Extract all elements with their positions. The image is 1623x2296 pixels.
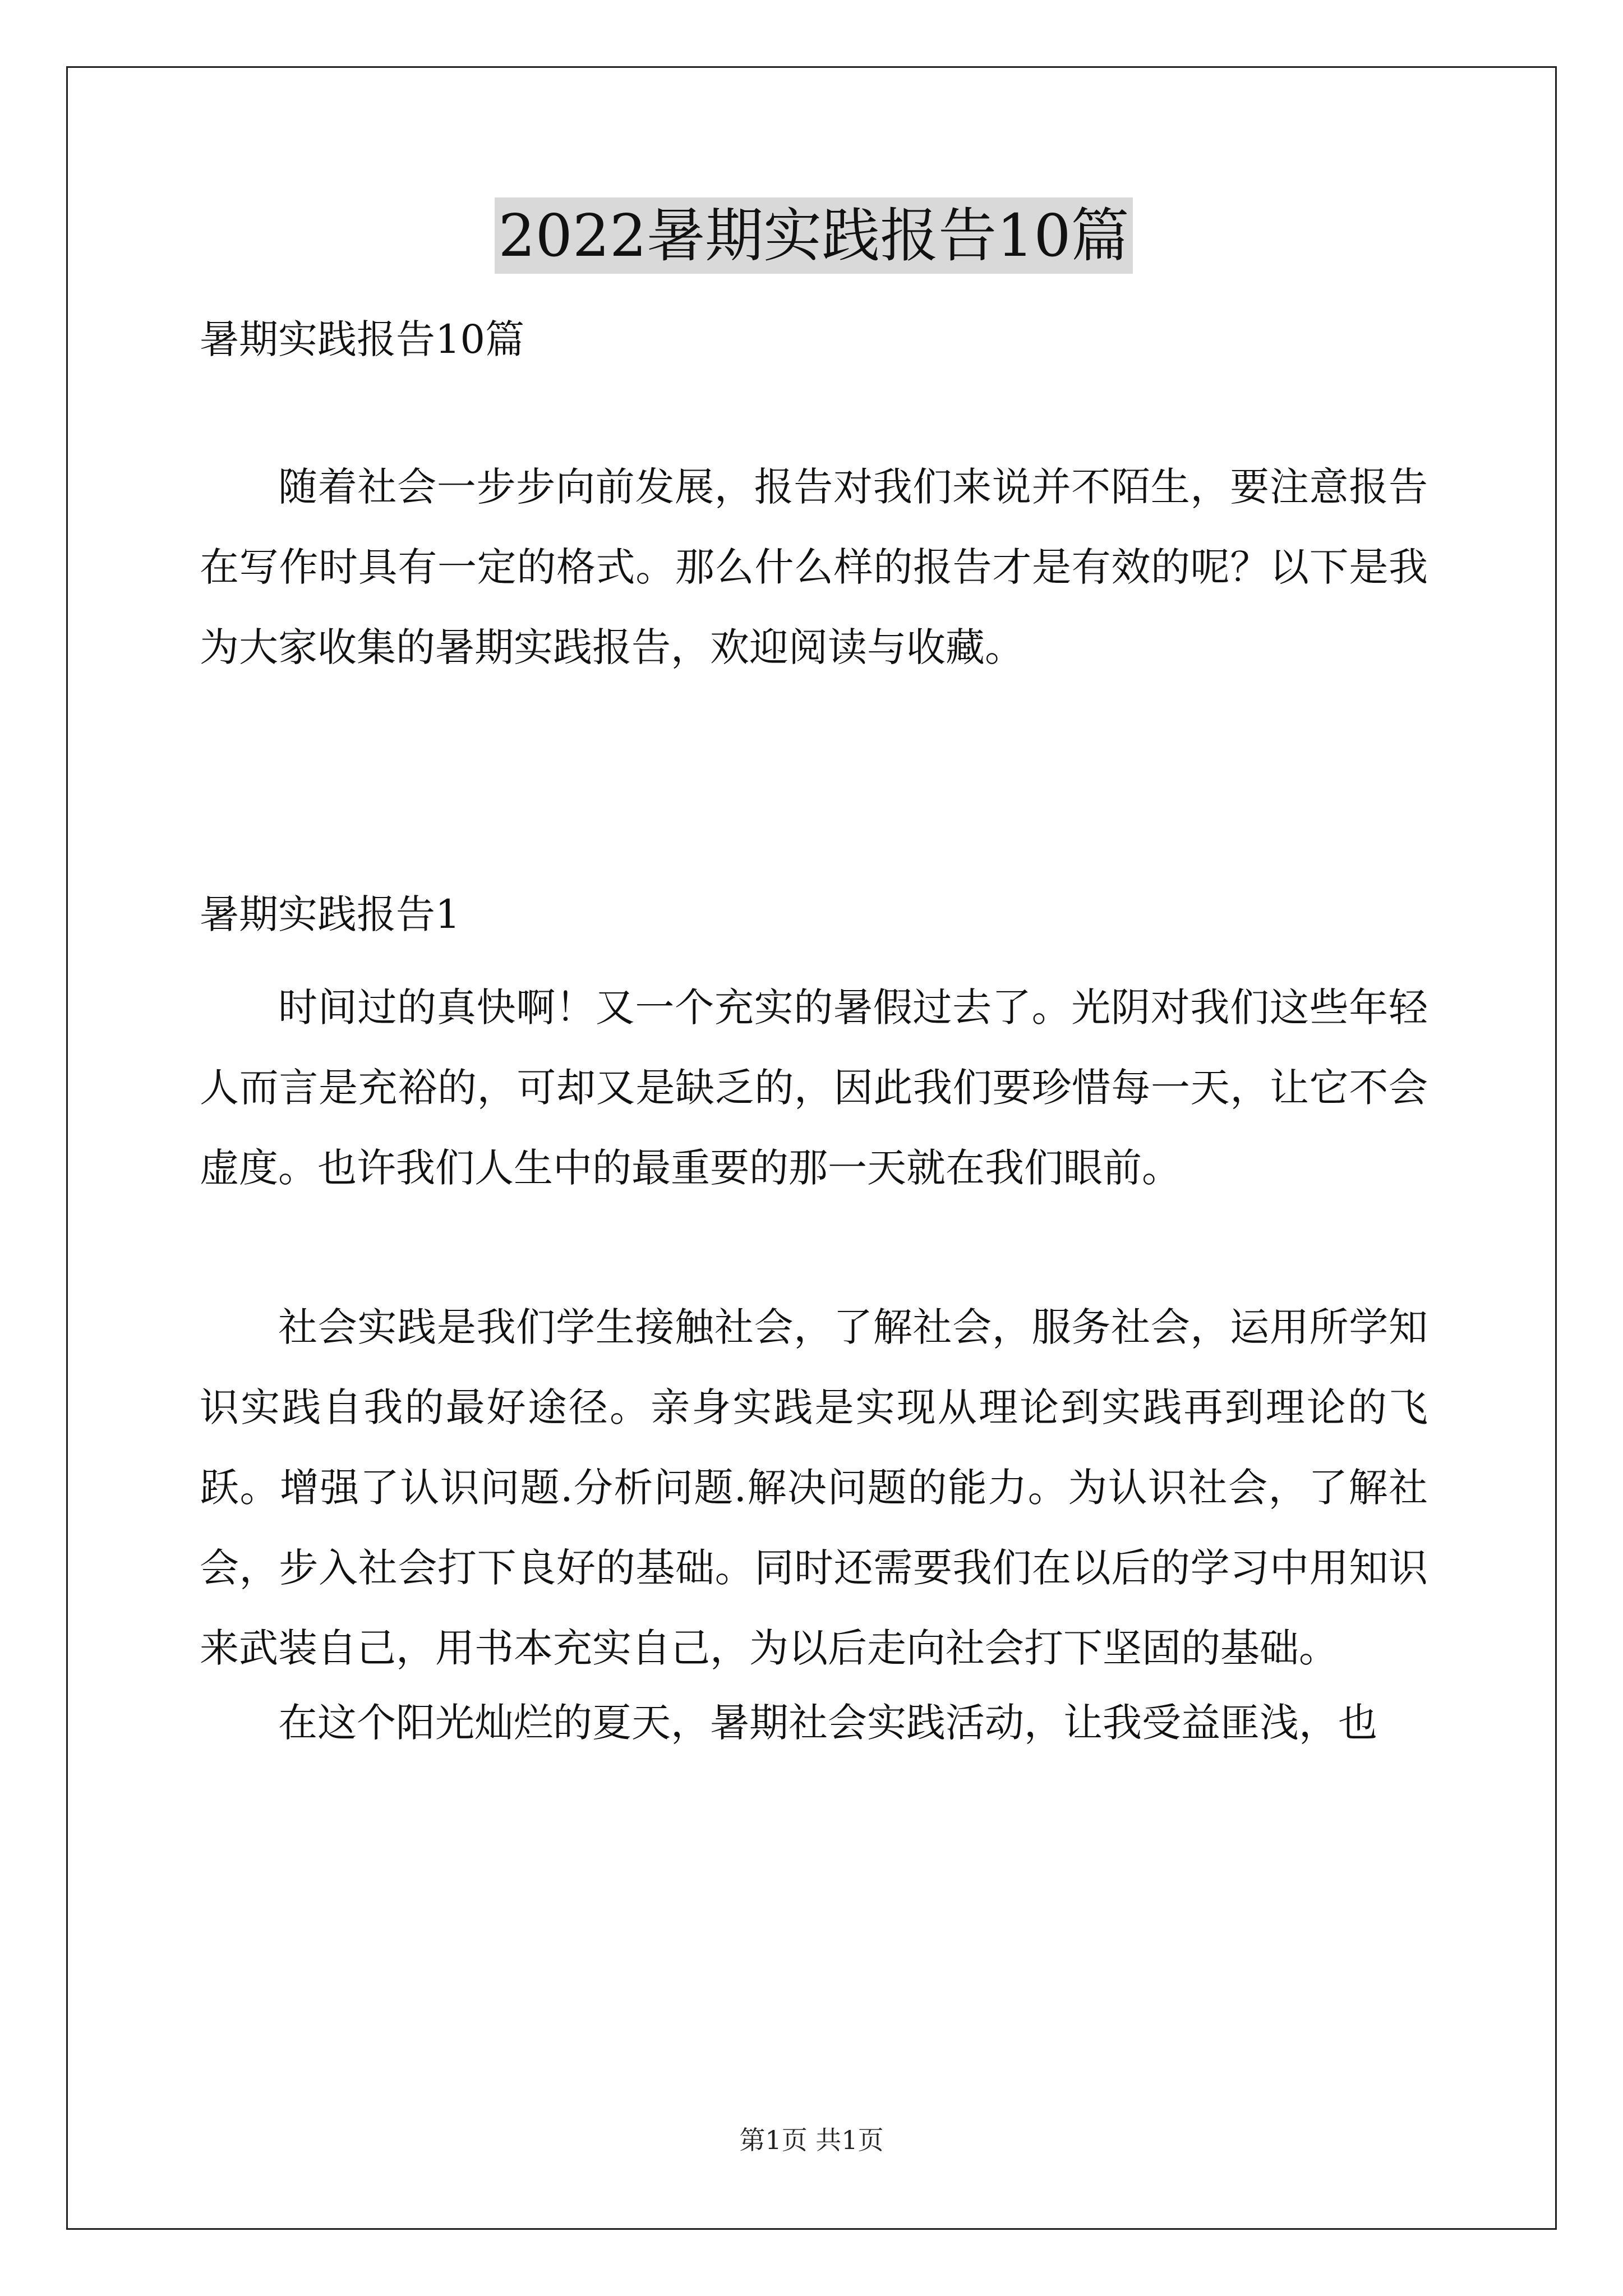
document-title: 2022暑期实践报告10篇 [495, 197, 1132, 274]
intro-paragraph: 随着社会一步步向前发展，报告对我们来说并不陌生，要注意报告在写作时具有一定的格式。那么什么样的报告才是有效的呢？以下是我为大家收集的暑期实践报告，欢迎阅读与收藏。 [200, 464, 1428, 670]
body-paragraph: 在这个阳光灿烂的夏天，暑期社会实践活动，让我受益匪浅，也 [278, 1700, 1377, 1746]
section-heading: 暑期实践报告1 [200, 891, 460, 937]
page-footer: 第1页 共1页 [739, 2125, 884, 2155]
title-container [200, 197, 1428, 274]
body-paragraph: 社会实践是我们学生接触社会，了解社会，服务社会，运用所学知识实践自我的最好途径。亲身实践是实现从理论到实践再到理论的飞跃。增强了认识问题.分析问题.解决问题的能力。为认识社会，了解社会，步入社会打下良好的基础。同时还需要我们在以后的学习中用知识来武装自己，用书本充实自己，为以后走向社会打下坚固的基础。 [200, 1304, 1428, 1671]
document-subtitle: 暑期实践报告10篇 [200, 316, 525, 362]
body-paragraph: 时间过的真快啊！又一个充实的暑假过去了。光阴对我们这些年轻人而言是充裕的，可却又是缺乏的，因此我们要珍惜每一天，让它不会虚度。也许我们人生中的最重要的那一天就在我们眼前。 [200, 984, 1428, 1191]
